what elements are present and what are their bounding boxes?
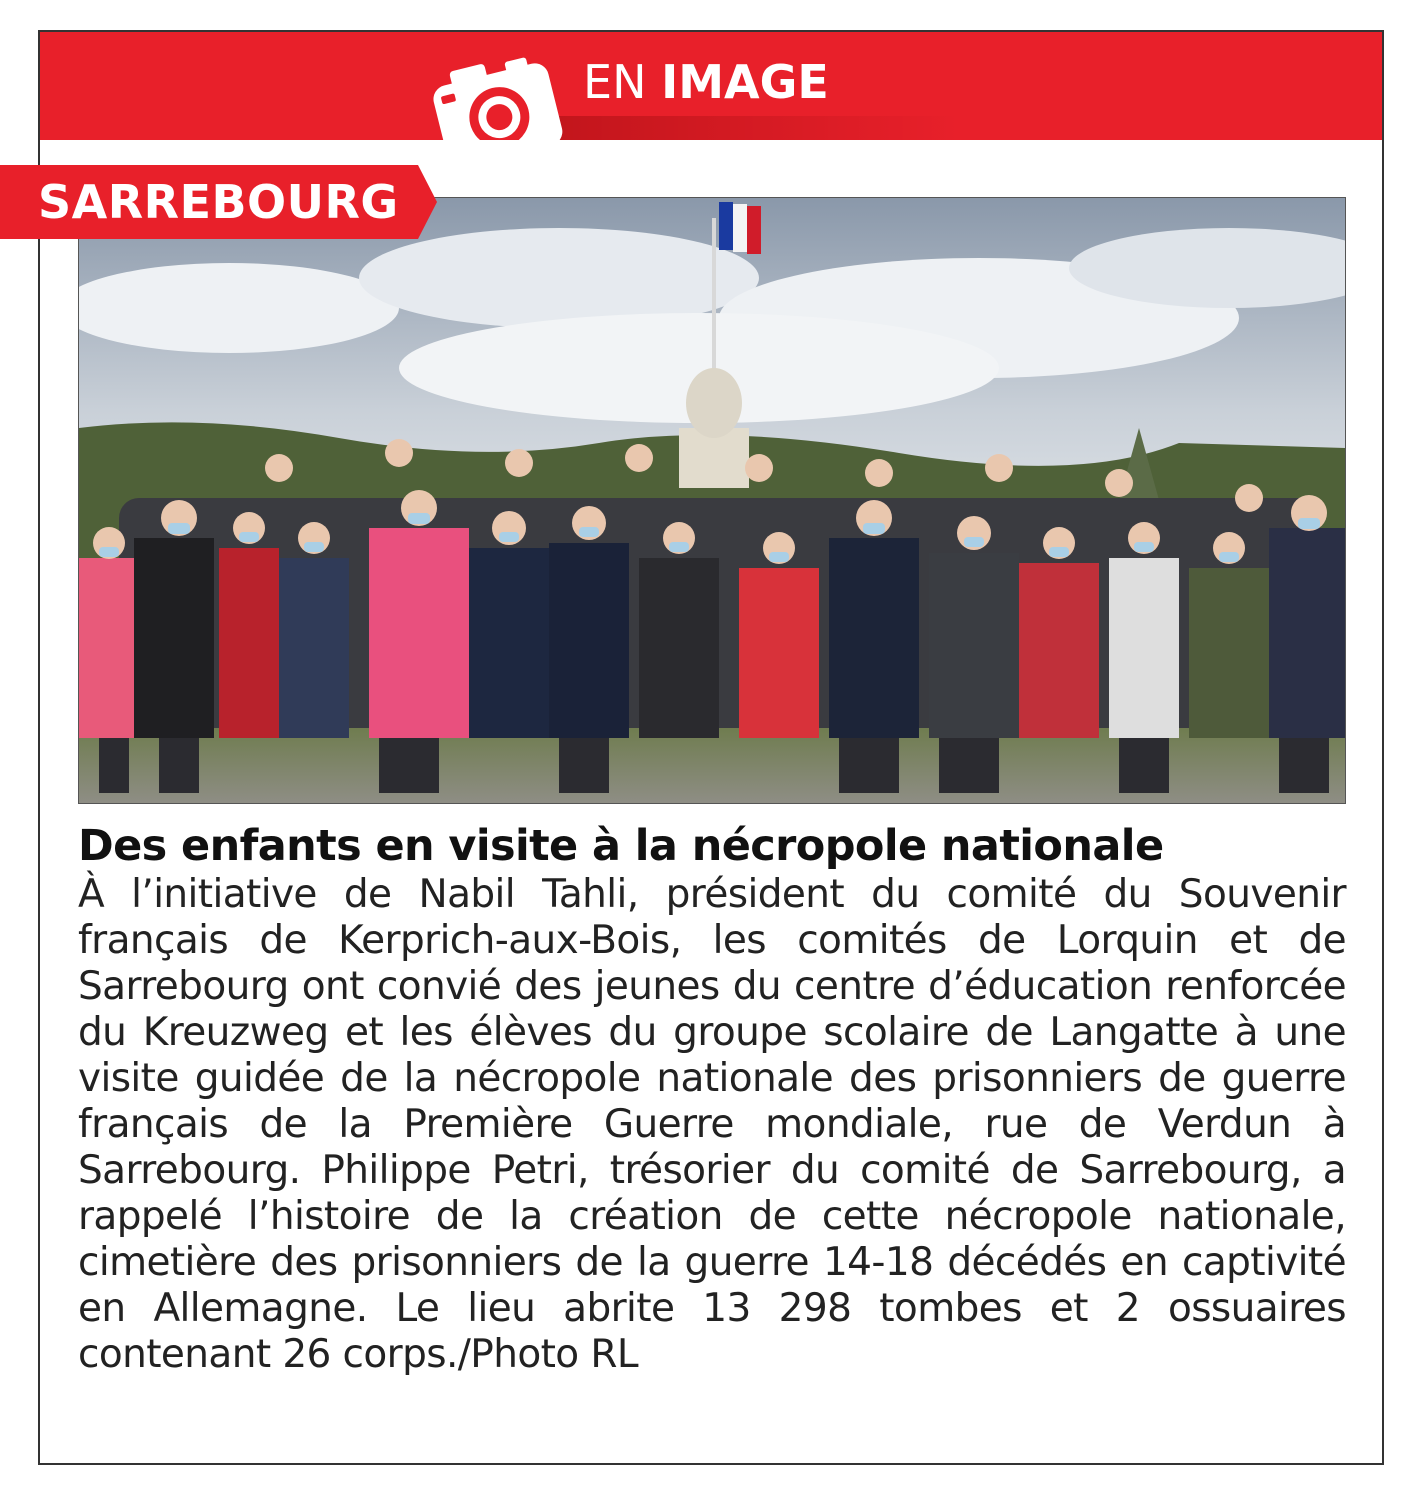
section-title-bold: IMAGE [661,55,829,109]
camera-icon [420,52,570,140]
article-body: À l’initiative de Nabil Tahli, président du comité du Souvenir français de Kerprich-aux-Bois, les comités de Lorquin et de Sarrebourg ont convié des jeunes du centre d’éducation renforcée du Kreuzweg et les élèves du groupe scolaire de Langatte à une visite guidée de la nécropole nationale des prisonniers de guerre français de la Première Guerre mondiale, rue de Verdun à Sarrebourg. Philippe Petri, trésorier du comité de Sarrebourg, a rappelé l’histoire de la création de cette nécropole nationale, cimetière des prisonniers de la guerre 14-18 décédés en captivité en Allemagne. Le lieu abrite 13 298 tombes et 2 ossuaires contenant 26 corps./Photo RL [78,872,1346,1377]
group-photo-icon [79,198,1346,804]
article-photo [78,197,1346,804]
location-tag [0,165,437,239]
banner-shade [540,116,960,140]
section-title [583,54,829,110]
location-label: SARREBOURG [38,175,399,229]
section-title-light: EN [583,55,662,109]
section-banner [40,32,1382,140]
article-frame [38,30,1384,1465]
article-headline: Des enfants en visite à la nécropole nationale [78,821,1164,871]
